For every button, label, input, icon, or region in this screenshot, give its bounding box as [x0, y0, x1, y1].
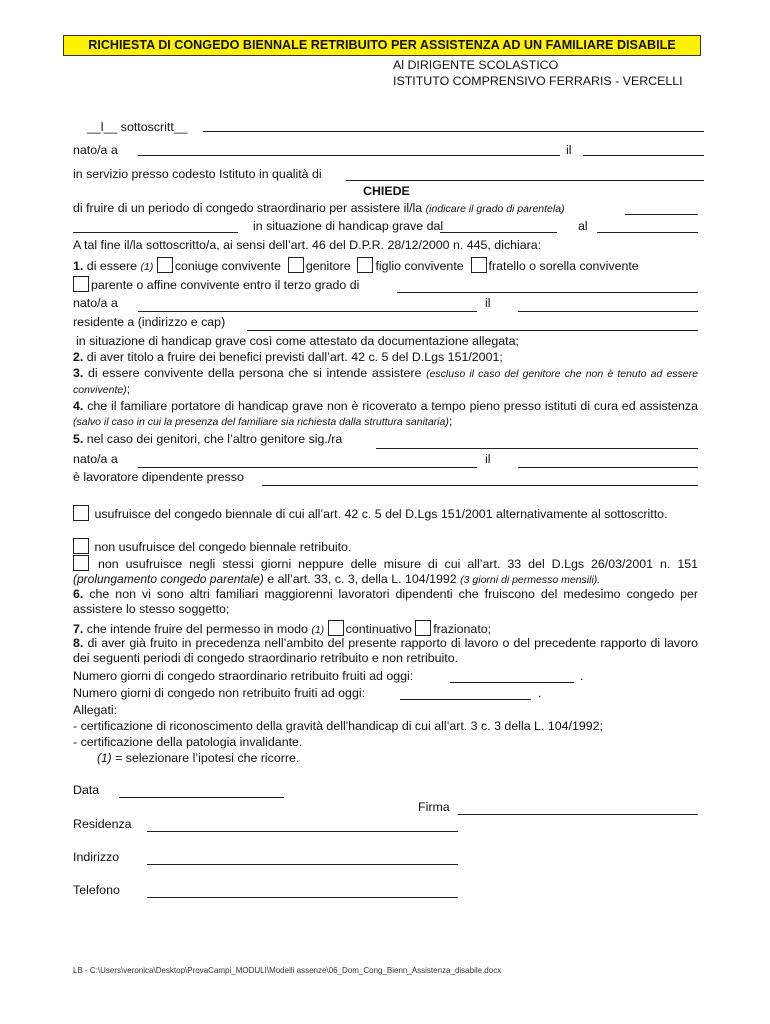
- attachments-heading: Allegati:: [73, 703, 118, 717]
- continuativo-label: continuativo: [345, 622, 412, 636]
- other-parent-birthplace-label: nato/a a: [73, 452, 118, 466]
- relative-birthdate-field[interactable]: [518, 311, 698, 312]
- handicap-from-date-field[interactable]: [440, 232, 557, 233]
- address-label: Indirizzo: [73, 850, 120, 864]
- non-stessi-giorni-note2: (3 giorni di permesso mensili).: [460, 574, 601, 586]
- other-parent-birthdate-field[interactable]: [518, 467, 698, 468]
- other-parent-birthplace-field[interactable]: [138, 467, 477, 468]
- item4-text: che il familiare portatore di handicap grave non è ricoverato a tempo pieno presso istituti di cura ed assistenza: [87, 399, 698, 413]
- recipient-line-2: ISTITUTO COMPRENSIVO FERRARIS - VERCELLI: [393, 74, 683, 88]
- item5-number: 5.: [73, 432, 84, 446]
- birthplace-field[interactable]: [138, 155, 560, 156]
- item3-number: 3.: [73, 366, 84, 380]
- other-parent-name-field[interactable]: [376, 448, 698, 449]
- item5-text: nel caso dei genitori, che l’altro genitore sig./ra: [86, 432, 343, 446]
- handicap-since-label: in situazione di handicap grave dal: [253, 219, 444, 233]
- birthdate-label: il: [566, 143, 572, 157]
- signature-label: Firma: [418, 800, 450, 814]
- footnote-text: = selezionare l’ipotesi che ricorre.: [115, 751, 300, 765]
- relative-birthplace-label: nato/a a: [73, 296, 118, 310]
- other-parent-birthdate-label: il: [485, 452, 491, 466]
- paid-days-field[interactable]: [450, 682, 574, 683]
- item8-number: 8.: [73, 636, 84, 650]
- relative-birthplace-field[interactable]: [138, 311, 477, 312]
- non-stessi-giorni-cont: e all’art. 33, c. 3, della L. 104/1992: [267, 572, 457, 586]
- paid-days-period: .: [580, 669, 584, 683]
- address-field[interactable]: [147, 864, 458, 865]
- item4-number: 4.: [73, 399, 84, 413]
- unpaid-days-label: Numero giorni di congedo non retribuito fruiti ad oggi:: [73, 686, 366, 700]
- non-stessi-giorni-checkbox[interactable]: [73, 555, 89, 571]
- item3-note: (escluso il caso del genitore che non è tenuto ad essere convivente): [73, 368, 698, 396]
- usufruisce-checkbox[interactable]: [73, 505, 89, 521]
- resident-label: residente a (indirizzo e cap): [73, 315, 226, 329]
- undersigned-label: __l__ sottoscritt__: [87, 120, 188, 134]
- non-usufruisce-checkbox[interactable]: [73, 538, 89, 554]
- frazionato-checkbox[interactable]: [415, 620, 431, 636]
- item8-text: di aver già fruito in precedenza nell’ambito del presente rapporto di lavoro o del precedente rapporto di lavoro dei seguenti periodi di congedo straordinario retribuito e non retribuito.: [73, 636, 698, 665]
- request-note: (indicare il grado di parentela): [425, 203, 565, 215]
- attachment-2: - certificazione della patologia invalidante.: [73, 735, 303, 749]
- item2-number: 2.: [73, 350, 84, 364]
- item7-text: che intende fruire del permesso in modo: [86, 622, 308, 636]
- date-label: Data: [73, 783, 100, 797]
- non-stessi-giorni-note: (prolungamento congedo parentale): [73, 572, 264, 586]
- coniuge-checkbox[interactable]: [157, 257, 173, 273]
- figlio-checkbox[interactable]: [357, 257, 373, 273]
- item6-text: che non vi sono altri familiari maggiorenni lavoratori dipendenti che fruiscono del medesimo congedo per assistere lo stesso soggetto;: [73, 587, 698, 616]
- signature-field[interactable]: [458, 814, 698, 815]
- birthdate-field[interactable]: [583, 155, 704, 156]
- undersigned-name-field[interactable]: [203, 131, 704, 132]
- item7-number: 7.: [73, 622, 84, 636]
- parente-degree-field[interactable]: [397, 292, 698, 293]
- resident-address-field[interactable]: [247, 330, 698, 331]
- declaration-intro: A tal fine il/la sottoscritto/a, ai sensi dell’art. 46 del D.P.R. 28/12/2000 n. 445, dichiara:: [73, 238, 542, 252]
- non-stessi-giorni-label: non usufruisce negli stessi giorni neppure delle misure di cui all’art. 33 del D.Lgs 26/03/2001 n. 151: [97, 557, 698, 571]
- item4-note: (salvo il caso in cui la presenza del familiare sia richiesta dalla struttura sanitaria): [73, 416, 449, 428]
- form-title: RICHIESTA DI CONGEDO BIENNALE RETRIBUITO PER ASSISTENZA AD UN FAMILIARE DISABILE: [63, 35, 701, 56]
- birthplace-label: nato/a a: [73, 143, 118, 157]
- role-field[interactable]: [346, 180, 704, 181]
- item2-text: di aver titolo a fruire dei benefici previsti dall’art. 42 c. 5 del D.Lgs 151/2001;: [86, 350, 503, 364]
- footer-file-path: LB - C:\Users\veronica\Desktop\ProvaCampi_MODULI\Modelli assenze\06_Dom_Cong_Bienn_Assistenza_disabile.docx: [73, 966, 502, 975]
- fratello-checkbox[interactable]: [471, 257, 487, 273]
- continuativo-checkbox[interactable]: [328, 620, 344, 636]
- request-heading: CHIEDE: [363, 184, 410, 198]
- phone-label: Telefono: [73, 883, 120, 897]
- relative-name-field[interactable]: [73, 232, 238, 233]
- request-text: di fruire di un periodo di congedo straordinario per assistere il/la: [73, 201, 423, 215]
- item7-note: (1): [311, 624, 325, 636]
- handicap-to-date-field[interactable]: [597, 232, 698, 233]
- figlio-label: figlio convivente: [375, 259, 464, 273]
- genitore-checkbox[interactable]: [288, 257, 304, 273]
- unpaid-days-period: .: [538, 686, 542, 700]
- employer-field[interactable]: [262, 485, 698, 486]
- genitore-label: genitore: [305, 259, 351, 273]
- item1-number: 1.: [73, 259, 84, 273]
- relative-birthdate-label: il: [485, 296, 491, 310]
- phone-field[interactable]: [147, 897, 458, 898]
- frazionato-label: frazionato;: [433, 622, 492, 636]
- residence-label: Residenza: [73, 817, 132, 831]
- attachment-1: - certificazione di riconoscimento della gravità dell'handicap di cui all’art. 3 c. 3 della L. 104/1992;: [73, 719, 603, 733]
- footnote-marker: (1): [97, 751, 112, 765]
- item1-note: (1): [140, 261, 154, 273]
- recipient-line-1: Al DIRIGENTE SCOLASTICO: [393, 58, 559, 72]
- unpaid-days-field[interactable]: [400, 699, 531, 700]
- parente-label: parente o affine convivente entro il terzo grado di: [91, 278, 360, 292]
- fratello-label: fratello o sorella convivente: [488, 259, 639, 273]
- residence-field[interactable]: [147, 831, 458, 832]
- item3-text: di essere convivente della persona che si intende assistere: [88, 366, 422, 380]
- item1-text: di essere: [86, 259, 138, 273]
- parente-checkbox[interactable]: [73, 276, 89, 292]
- date-field[interactable]: [119, 797, 284, 798]
- handicap-attest: in situazione di handicap grave così come attestato da documentazione allegata;: [76, 334, 519, 348]
- employer-label: è lavoratore dipendente presso: [73, 470, 244, 484]
- usufruisce-label: usufruisce del congedo biennale di cui all’art. 42 c. 5 del D.Lgs 151/2001 alternativamente al sottoscritto.: [94, 507, 668, 521]
- relationship-field[interactable]: [625, 214, 698, 215]
- coniuge-label: coniuge convivente: [174, 259, 281, 273]
- non-usufruisce-label: non usufruisce del congedo biennale retribuito.: [94, 540, 352, 554]
- paid-days-label: Numero giorni di congedo straordinario retribuito fruiti ad oggi:: [73, 669, 414, 683]
- service-label: in servizio presso codesto Istituto in qualità di: [73, 167, 322, 181]
- item6-number: 6.: [73, 587, 84, 601]
- handicap-to-label: al: [578, 219, 588, 233]
